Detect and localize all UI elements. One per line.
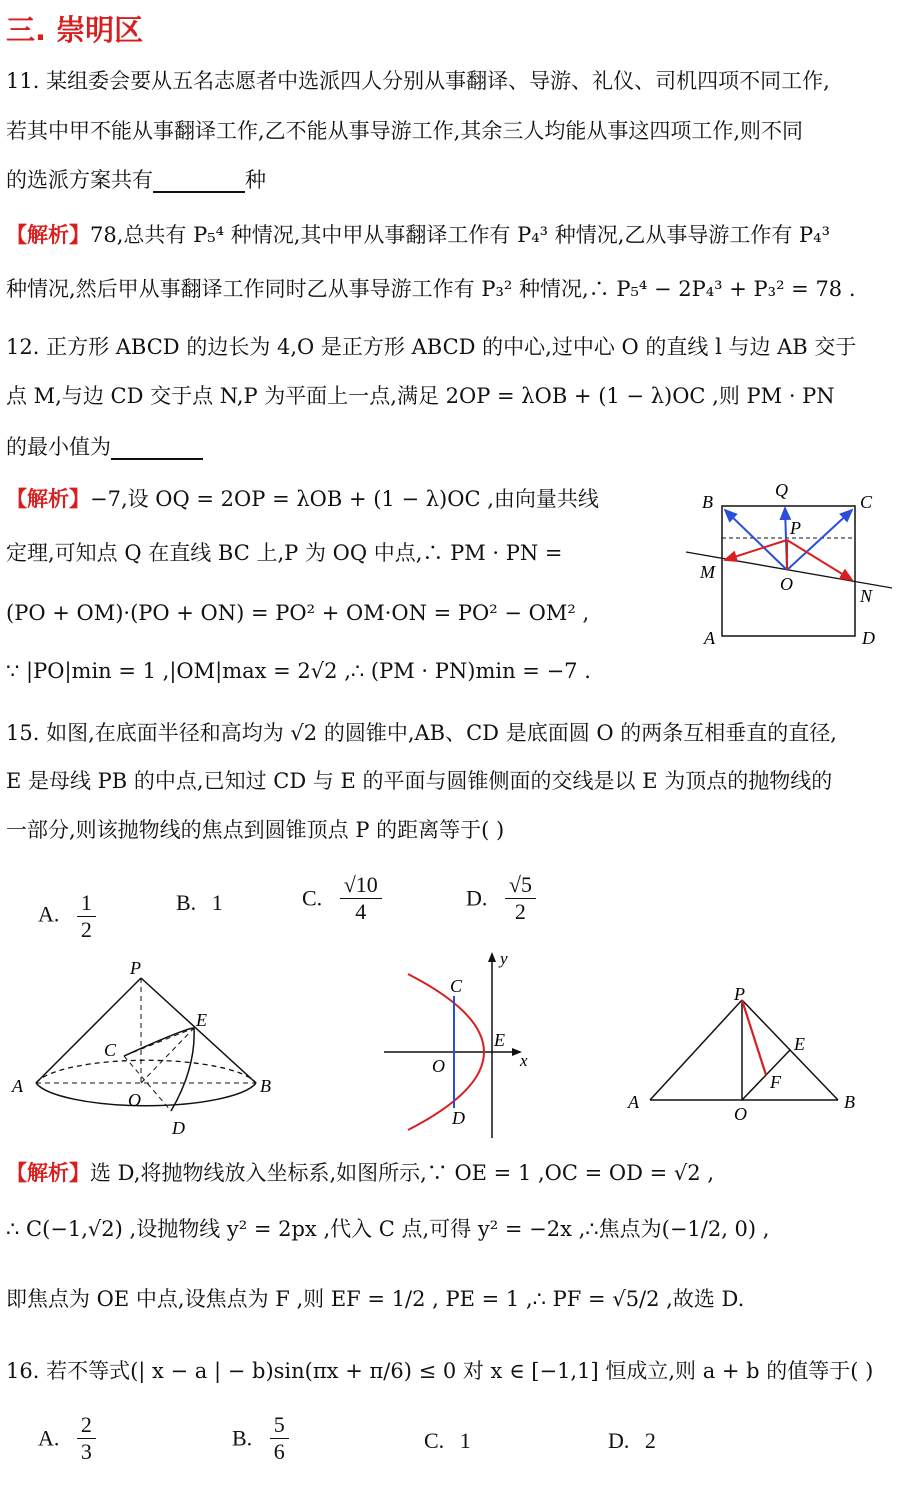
fig12-label-c: C bbox=[860, 492, 873, 512]
q16-option-a[interactable] bbox=[38, 1412, 96, 1465]
fig12-label-a: A bbox=[704, 628, 715, 648]
q12-line2: 点 M,与边 CD 交于点 N,P 为平面上一点,满足 2OP = λOB + (1 − λ)OC ,则 PM · PN bbox=[6, 384, 835, 408]
option-denominator: 4 bbox=[355, 899, 367, 924]
fig3-label-a: A bbox=[628, 1092, 639, 1112]
q12-line3 bbox=[6, 432, 203, 462]
q15-parabola-figure bbox=[380, 948, 550, 1143]
q15-option-b[interactable] bbox=[176, 890, 223, 916]
q15-analysis bbox=[6, 1158, 714, 1188]
q15-option-a[interactable] bbox=[38, 890, 96, 943]
option-letter: C. bbox=[302, 885, 323, 911]
fig12-label-n: N bbox=[860, 586, 873, 606]
fig12-label-b: B bbox=[702, 492, 713, 512]
q11-analysis bbox=[6, 220, 830, 250]
q16-line1: 16. 若不等式(| x − a | − b)sin(πx + π/6) ≤ 0 对 x ∈ [−1,1] 恒成立,则 a + b 的值等于( ) bbox=[6, 1359, 874, 1383]
q15-triangle-figure bbox=[620, 980, 870, 1125]
q16-option-c[interactable] bbox=[424, 1428, 471, 1454]
q11-line3 bbox=[6, 165, 266, 195]
q12-line3-text: 的最小值为 bbox=[6, 435, 111, 459]
q12-analysis bbox=[6, 484, 599, 514]
option-value: 2 bbox=[644, 1428, 656, 1453]
option-letter: A. bbox=[38, 1425, 60, 1451]
option-denominator: 2 bbox=[514, 899, 526, 924]
fig3-label-o: O bbox=[734, 1104, 747, 1124]
option-letter: A. bbox=[38, 901, 60, 927]
fig1-label-e: E bbox=[196, 1010, 207, 1030]
fig1-label-p: P bbox=[130, 958, 141, 978]
fig2-label-d: D bbox=[452, 1108, 465, 1128]
q15-line2: E 是母线 PB 的中点,已知过 CD 与 E 的平面与圆锥侧面的交线是以 E 为顶点的抛物线的 bbox=[6, 769, 833, 793]
section-title: 三. 崇明区 bbox=[6, 13, 144, 47]
option-numerator: √5 bbox=[505, 872, 536, 899]
option-letter: B. bbox=[232, 1425, 253, 1451]
q12-square-figure bbox=[680, 478, 900, 653]
fig2-label-y: y bbox=[500, 949, 508, 968]
q15-ans-line2: ∴ C(−1,√2) ,设抛物线 y² = 2px ,代入 C 点,可得 y² = −2x ,∴焦点为(−1/2, 0) , bbox=[6, 1217, 770, 1241]
fig1-label-a: A bbox=[12, 1076, 23, 1096]
option-letter: C. bbox=[424, 1428, 445, 1453]
q12-line1: 12. 正方形 ABCD 的边长为 4,O 是正方形 ABCD 的中心,过中心 O 的直线 l 与边 AB 交于 bbox=[6, 335, 857, 359]
fig3-label-f: F bbox=[770, 1072, 781, 1092]
q11-line1: 11. 某组委会要从五名志愿者中选派四人分别从事翻译、导游、礼仪、司机四项不同工作, bbox=[6, 69, 830, 93]
fig2-label-o: O bbox=[432, 1056, 445, 1076]
option-numerator: 2 bbox=[77, 1412, 96, 1439]
q11-ans-line1: 78,总共有 P₅⁴ 种情况,其中甲从事翻译工作有 P₄³ 种情况,乙从事导游工作有 P₄³ bbox=[90, 223, 831, 247]
q12-ans-line4: ∵ |PO|min = 1 ,|OM|max = 2√2 ,∴ (PM · PN)min = −7 . bbox=[6, 659, 591, 683]
q11-answer-blank bbox=[153, 171, 245, 193]
q15-option-c[interactable] bbox=[302, 872, 382, 925]
q12-ans-line1: −7,设 OQ = 2OP = λOB + (1 − λ)OC ,由向量共线 bbox=[90, 487, 599, 511]
fig1-label-b: B bbox=[260, 1076, 271, 1096]
option-numerator: 1 bbox=[77, 890, 96, 917]
fig1-label-o: O bbox=[128, 1090, 141, 1110]
option-value: 1 bbox=[211, 890, 223, 915]
option-numerator: √10 bbox=[340, 872, 382, 899]
q12-answer-blank bbox=[111, 438, 203, 460]
fig1-label-c: C bbox=[104, 1040, 117, 1060]
q15-line3: 一部分,则该抛物线的焦点到圆锥顶点 P 的距离等于( ) bbox=[6, 818, 505, 842]
analysis-tag: 【解析】 bbox=[6, 223, 90, 247]
q11-ans-line2: 种情况,然后甲从事翻译工作同时乙从事导游工作有 P₃² 种情况,∴ P₅⁴ − 2P₄³ + P₃² = 78 . bbox=[6, 277, 856, 301]
option-denominator: 3 bbox=[80, 1439, 92, 1464]
fig12-label-p: P bbox=[790, 518, 801, 538]
option-letter: D. bbox=[608, 1428, 630, 1453]
option-numerator: 5 bbox=[270, 1412, 289, 1439]
q11-line2: 若其中甲不能从事翻译工作,乙不能从事导游工作,其余三人均能从事这四项工作,则不同 bbox=[6, 119, 804, 143]
option-value: 1 bbox=[459, 1428, 471, 1453]
option-letter: B. bbox=[176, 890, 197, 915]
q12-ans-line3: (PO + OM)·(PO + ON) = PO² + OM·ON = PO² − OM² , bbox=[6, 601, 590, 625]
q16-option-d[interactable] bbox=[608, 1428, 656, 1454]
fig3-label-e: E bbox=[794, 1034, 805, 1054]
option-denominator: 6 bbox=[273, 1439, 285, 1464]
q16-option-b[interactable] bbox=[232, 1412, 289, 1465]
q15-line1: 15. 如图,在底面半径和高均为 √2 的圆锥中,AB、CD 是底面圆 O 的两条互相垂直的直径, bbox=[6, 721, 837, 745]
fig2-label-e: E bbox=[494, 1030, 505, 1050]
q11-line3b: 种 bbox=[245, 168, 266, 192]
q15-ans-line3: 即焦点为 OE 中点,设焦点为 F ,则 EF = 1/2 , PE = 1 ,∴ PF = √5/2 ,故选 D. bbox=[6, 1287, 745, 1311]
fig12-label-m: M bbox=[700, 562, 715, 582]
fig2-label-c: C bbox=[450, 976, 463, 996]
q12-ans-line2: 定理,可知点 Q 在直线 BC 上,P 为 OQ 中点,∴ PM · PN = bbox=[6, 541, 563, 565]
fig12-label-d: D bbox=[862, 628, 875, 648]
q11-line3a: 的选派方案共有 bbox=[6, 168, 153, 192]
fig3-label-p: P bbox=[734, 984, 745, 1004]
q15-option-d[interactable] bbox=[466, 872, 536, 925]
fig12-label-o: O bbox=[780, 574, 793, 594]
option-denominator: 2 bbox=[80, 917, 92, 942]
analysis-tag: 【解析】 bbox=[6, 487, 90, 511]
q15-ans-line1: 选 D,将抛物线放入坐标系,如图所示,∵ OE = 1 ,OC = OD = √2 , bbox=[90, 1161, 714, 1185]
analysis-tag: 【解析】 bbox=[6, 1161, 90, 1185]
fig1-label-d: D bbox=[172, 1118, 185, 1138]
fig2-label-x: x bbox=[520, 1051, 528, 1070]
q15-cone-figure bbox=[6, 958, 286, 1138]
fig12-label-q: Q bbox=[775, 480, 788, 500]
fig3-label-b: B bbox=[844, 1092, 855, 1112]
option-letter: D. bbox=[466, 885, 488, 911]
